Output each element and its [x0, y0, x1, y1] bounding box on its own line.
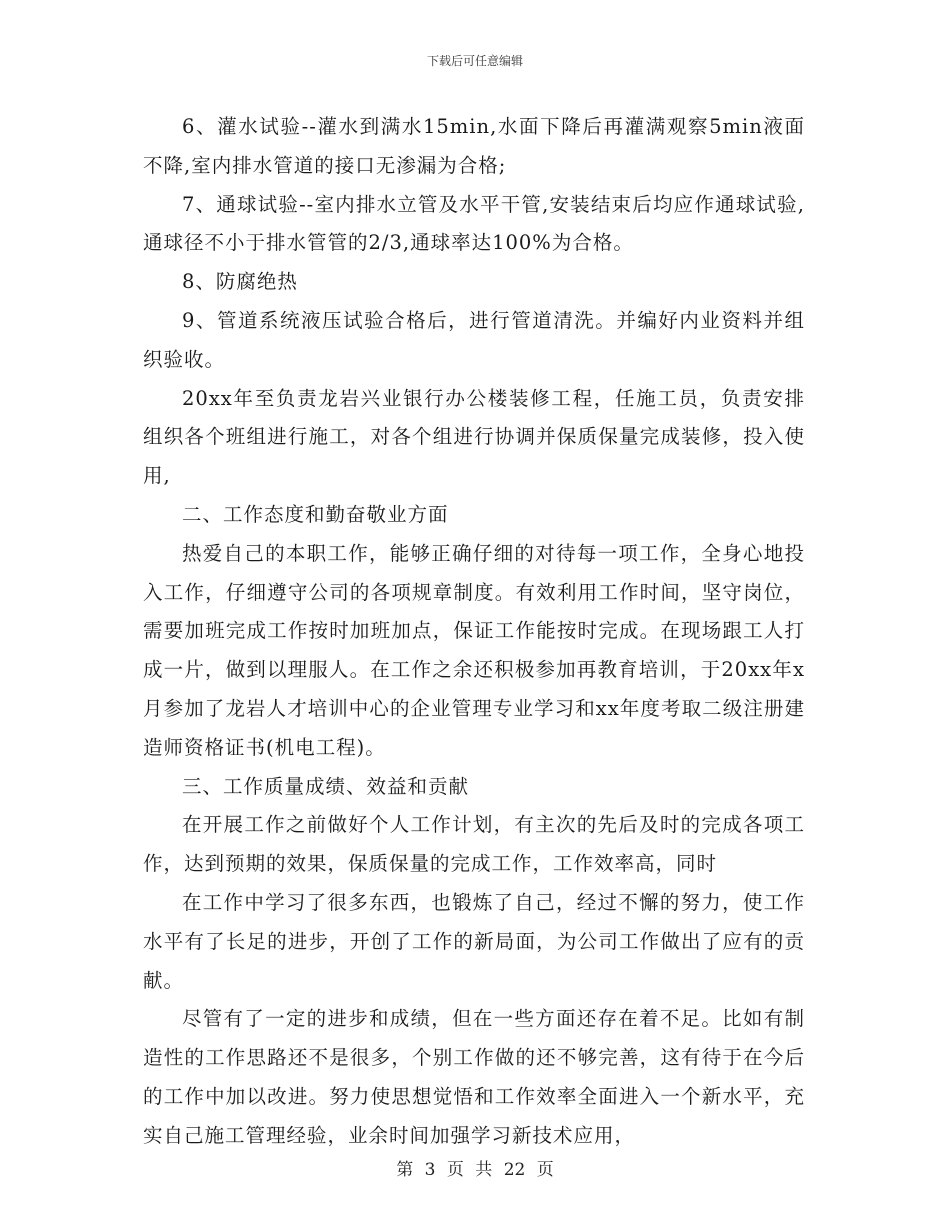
paragraph-pressure-test: 9、管道系统液压试验合格后，进行管道清洗。并编好内业资料并组织验收。 — [143, 308, 805, 371]
section-heading-attitude: 二、工作态度和勤奋敬业方面 — [182, 502, 449, 526]
paragraph-bank-project: 20xx年至负责龙岩兴业银行办公楼装修工程，任施工员，负责安排组织各个班组进行施工，对各个组进行协调并保质保量完成装修，投入使用, — [143, 386, 805, 488]
page-number-footer: 第 3 页 共 22 页 — [396, 1160, 554, 1180]
paragraph-shortcomings: 尽管有了一定的进步和成绩，但在一些方面还存在着不足。比如有制造性的工作思路还不是很多，个别工作做的还不够完善，这有待于在今后的工作中加以改进。努力使思想觉悟和工作效率全面进入一个新水平，充实自己施工管理经验，业余时间加强学习新技术应用， — [143, 1007, 805, 1147]
paragraph-learning: 在工作中学习了很多东西，也锻炼了自己，经过不懈的努力，使工作水平有了长足的进步，开创了工作的新局面，为公司工作做出了应有的贡献。 — [143, 890, 805, 992]
paragraph-ball-test: 7、通球试验--室内排水立管及水平干管,安装结束后均应作通球试验,通球径不小于排水管管的2/3,通球率达100%为合格。 — [143, 192, 805, 255]
paragraph-anticorrosion: 8、防腐绝热 — [182, 270, 298, 294]
paragraph-attitude: 热爱自己的本职工作，能够正确仔细的对待每一项工作，全身心地投入工作，仔细遵守公司的各项规章制度。有效利用工作时间，坚守岗位，需要加班完成工作按时加班加点，保证工作能按时完成。在现场跟工人打成一片，做到以理服人。在工作之余还积极参加再教育培训，于20xx年x月参加了龙岩人才培训中心的企业管理专业学习和xx年度考取二级注册建造师资格证书(机电工程)。 — [143, 541, 805, 759]
section-heading-quality: 三、工作质量成绩、效益和贡献 — [182, 774, 470, 798]
document-body — [143, 108, 805, 1156]
page-header-note: 下载后可任意编辑 — [426, 54, 523, 68]
paragraph-work-plan: 在开展工作之前做好个人工作计划，有主次的先后及时的完成各项工作，达到预期的效果，保质保量的完成工作，工作效率高，同时 — [143, 813, 805, 876]
paragraph-irrigation-test: 6、灌水试验--灌水到满水15min,水面下降后再灌满观察5min液面不降,室内排水管道的接口无渗漏为合格; — [143, 115, 805, 177]
